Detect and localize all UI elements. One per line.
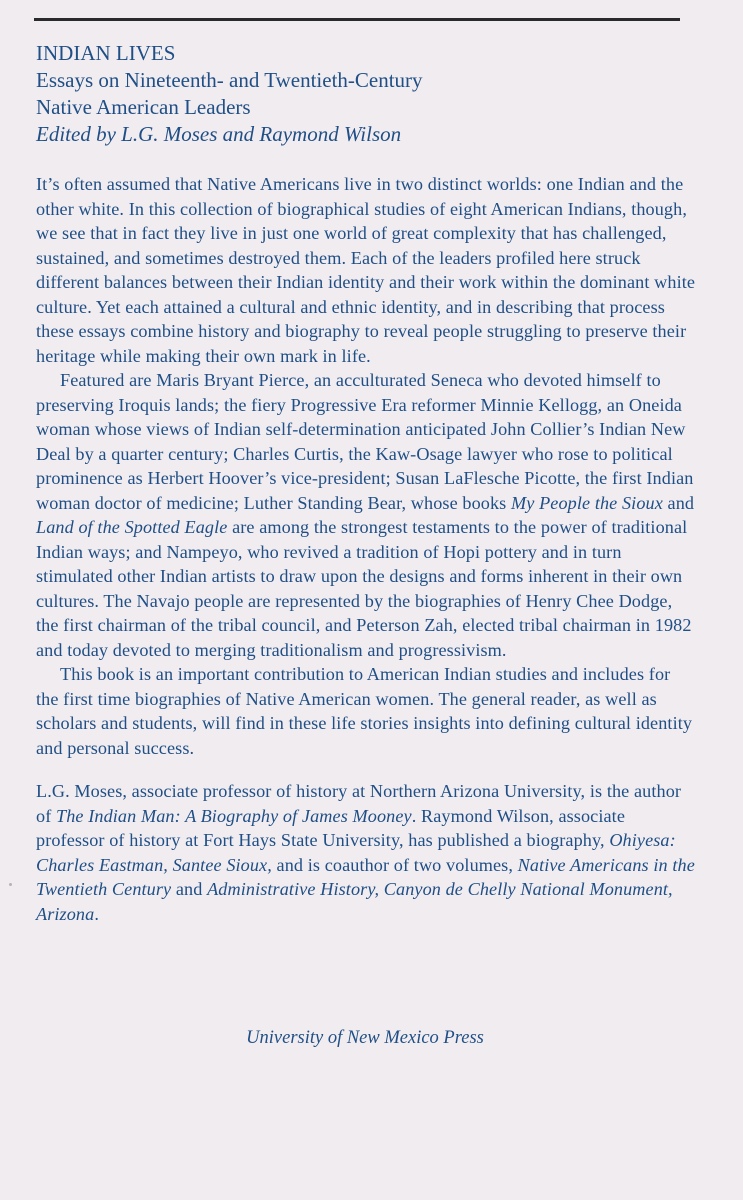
book-description (36, 172, 696, 760)
book-heading (36, 40, 696, 148)
top-rule (34, 18, 680, 21)
description-paragraph-2 (36, 368, 696, 662)
book-title-ohiyesa: Ohiyesa: Charles Eastman, Santee Sioux, (36, 830, 676, 875)
cover-text (36, 40, 696, 926)
book-title-the-indian-man: The Indian Man: A Biography of James Mooney (56, 805, 412, 826)
description-paragraph-3: This book is an important contribution to American Indian studies and includes for the first time biographies of Native American women. The general reader, as well as scholars and students, will find in these life stories insights into defining cultural identity and personal success. (36, 664, 693, 758)
editor-bio-part-c: and is coauthor of two volumes, (271, 854, 518, 875)
editor-bio-paragraph (36, 779, 696, 926)
description-p2-part-c: are among the strongest testaments to the power of traditional Indian ways; and Nampeyo, who revived a tradition of Hopi pottery and in turn stimulated other Indian artists to draw upon the designs and forms inherent in their own cultures. The Navajo people are represented by the biographies of Henry Chee Dodge, the first chairman of the tribal council, and Peterson Zah, elected tribal chairman in 1982 and today devoted to merging traditionalism and progressivism. (36, 517, 692, 660)
description-p2-part-a: Featured are Maris Bryant Pierce, an acculturated Seneca who devoted himself to preserving Iroquis lands; the fiery Progressive Era reformer Minnie Kellogg, an Oneida woman whose views of Indian self-determination anticipated John Collier’s Indian New Deal by a quarter century; Charles Curtis, the Kaw-Osage lawyer who rose to political prominence as Herbert Hoover’s vice-president; Susan LaFlesche Picotte, the first Indian woman doctor of medicine; Luther Standing Bear, whose books (36, 370, 694, 513)
book-title-land-of-the-spotted-eagle: Land of the Spotted Eagle (36, 517, 228, 537)
editor-biographies (36, 779, 696, 926)
book-subtitle-line-2: Native American Leaders (36, 95, 251, 119)
editor-bio-part-e: . (94, 903, 99, 924)
paper-speck (9, 883, 12, 886)
book-title: INDIAN LIVES (36, 41, 176, 65)
description-paragraph-1: It’s often assumed that Native Americans live in two distinct worlds: one Indian and the other white. In this collection of biographical studies of eight American Indians, though, we see that in fact they live in just one world of great complexity that has challenged, sustained, and sometimes destroyed them. Each of the leaders profiled here struck different balances between their Indian identity and their work within the dominant white culture. Yet each attained a cultural and ethnic identity, and in describing that process these essays combine history and biography to reveal people struggling to preserve their heritage while making their own mark in life. (36, 174, 696, 366)
book-title-administrative-history: Administrative History, Canyon de Chelly National Monument, Arizona (36, 879, 673, 924)
editor-bio-part-a: L.G. Moses, associate professor of history at Northern Arizona University, is the author of (36, 781, 682, 826)
editor-bio-part-b: . Raymond Wilson, associate professor of history at Fort Hays State University, has published a biography, (36, 805, 625, 850)
publisher-name: University of New Mexico Press (246, 1028, 484, 1048)
description-p2-part-b: and (662, 492, 695, 513)
book-title-native-americans: Native Americans in the Twentieth Century (36, 854, 695, 899)
book-editors: Edited by L.G. Moses and Raymond Wilson (36, 122, 402, 146)
book-title-my-people-the-sioux: My People the Sioux (511, 492, 663, 513)
editor-bio-part-d: and (171, 879, 208, 899)
book-subtitle-line-1: Essays on Nineteenth- and Twentieth-Century (36, 68, 423, 92)
